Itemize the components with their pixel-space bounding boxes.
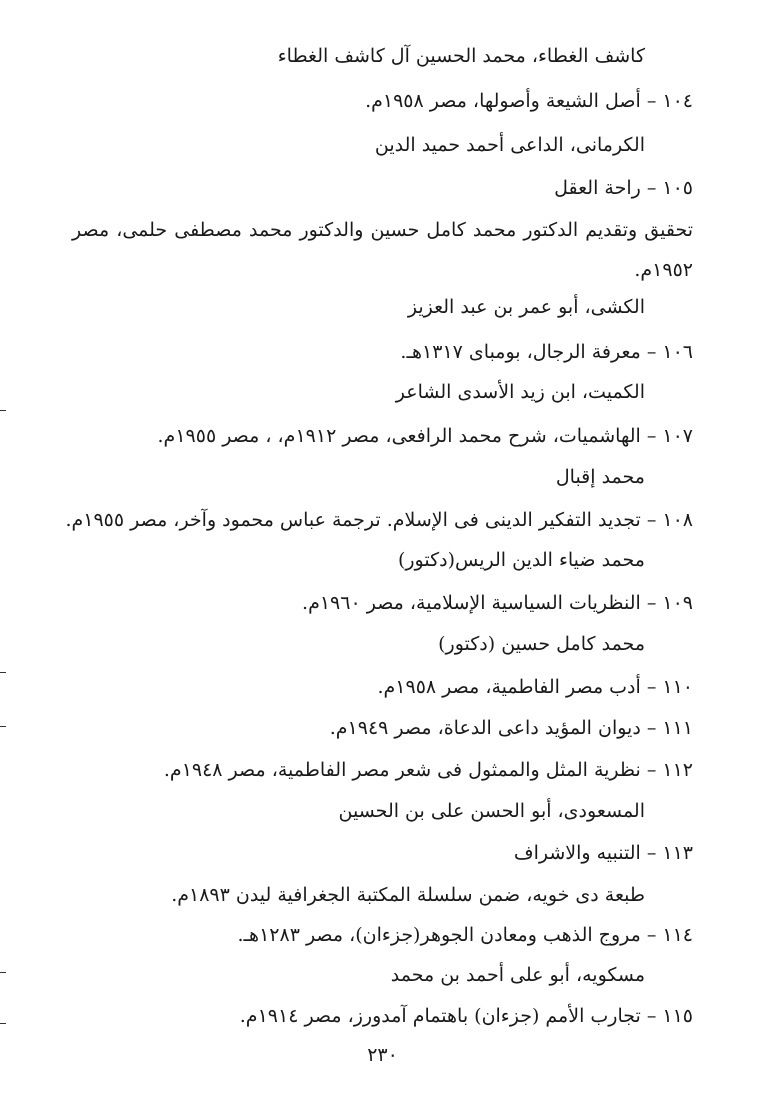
author-heading: المسعودى، أبو الحسن على بن الحسين <box>338 800 645 822</box>
bibliography-entry: ١٠٨ – تجديد التفكير الدينى فى الإسلام. ترجمة عباس محمود وآخر، مصر ١٩٥٥م. <box>65 509 693 531</box>
author-heading: مسكويه، أبو على أحمد بن محمد <box>390 964 645 986</box>
entry-note: تحقيق وتقديم الدكتور محمد كامل حسين والدكتور محمد مصطفى حلمى، مصر ١٩٥٢م. <box>72 219 693 281</box>
author-heading: الكرمانى، الداعى أحمد حميد الدين <box>374 134 645 156</box>
scan-mark <box>0 1023 6 1024</box>
bibliography-entry: ١٠٥ – راحة العقل <box>554 177 693 199</box>
author-heading: محمد كامل حسين (دكتور) <box>438 633 645 655</box>
author-heading: الكميت، ابن زيد الأسدى الشاعر <box>395 381 645 403</box>
scan-mark <box>0 672 6 673</box>
bibliography-entry: ١٠٤ – أصل الشيعة وأصولها، مصر ١٩٥٨م. <box>365 90 693 112</box>
author-heading: محمد إقبال <box>555 466 645 488</box>
scan-mark <box>0 410 6 411</box>
scan-mark <box>0 972 6 973</box>
scan-mark <box>0 726 6 727</box>
author-heading: كاشف الغطاء، محمد الحسين آل كاشف الغطاء <box>277 45 645 67</box>
entry-note: طبعة دى خويه، ضمن سلسلة المكتبة الجغرافية ليدن ١٨٩٣م. <box>171 884 645 906</box>
author-heading: محمد ضياء الدين الريس(دكتور) <box>397 549 645 571</box>
bibliography-entry: ١١٥ – تجارب الأمم (جزءان) باهتمام آمدورز، مصر ١٩١٤م. <box>239 1005 693 1027</box>
bibliography-entry: ١٠٩ – النظريات السياسية الإسلامية، مصر ١٩٦٠م. <box>302 592 693 614</box>
bibliography-entry: ١١١ – ديوان المؤيد داعى الدعاة، مصر ١٩٤٩م. <box>329 717 693 739</box>
bibliography-entry: ١٠٧ – الهاشميات، شرح محمد الرافعى، مصر ١٩١٢م، ، مصر ١٩٥٥م. <box>157 425 693 447</box>
bibliography-entry: ١١٢ – نظرية المثل والممثول فى شعر مصر الفاطمية، مصر ١٩٤٨م. <box>163 759 693 781</box>
author-heading: الكشى، أبو عمر بن عبد العزيز <box>407 296 645 318</box>
bibliography-entry: ١١٤ – مروج الذهب ومعادن الجوهر(جزءان)، مصر ١٢٨٣هـ. <box>237 924 693 946</box>
page-number: ٢٣٠ <box>367 1044 398 1066</box>
bibliography-entry: ١١٣ – التنبيه والاشراف <box>513 842 693 864</box>
bibliography-entry: ١٠٦ – معرفة الرجال، بومباى ١٣١٧هـ. <box>400 341 693 363</box>
bibliography-entry: ١١٠ – أدب مصر الفاطمية، مصر ١٩٥٨م. <box>377 676 693 698</box>
